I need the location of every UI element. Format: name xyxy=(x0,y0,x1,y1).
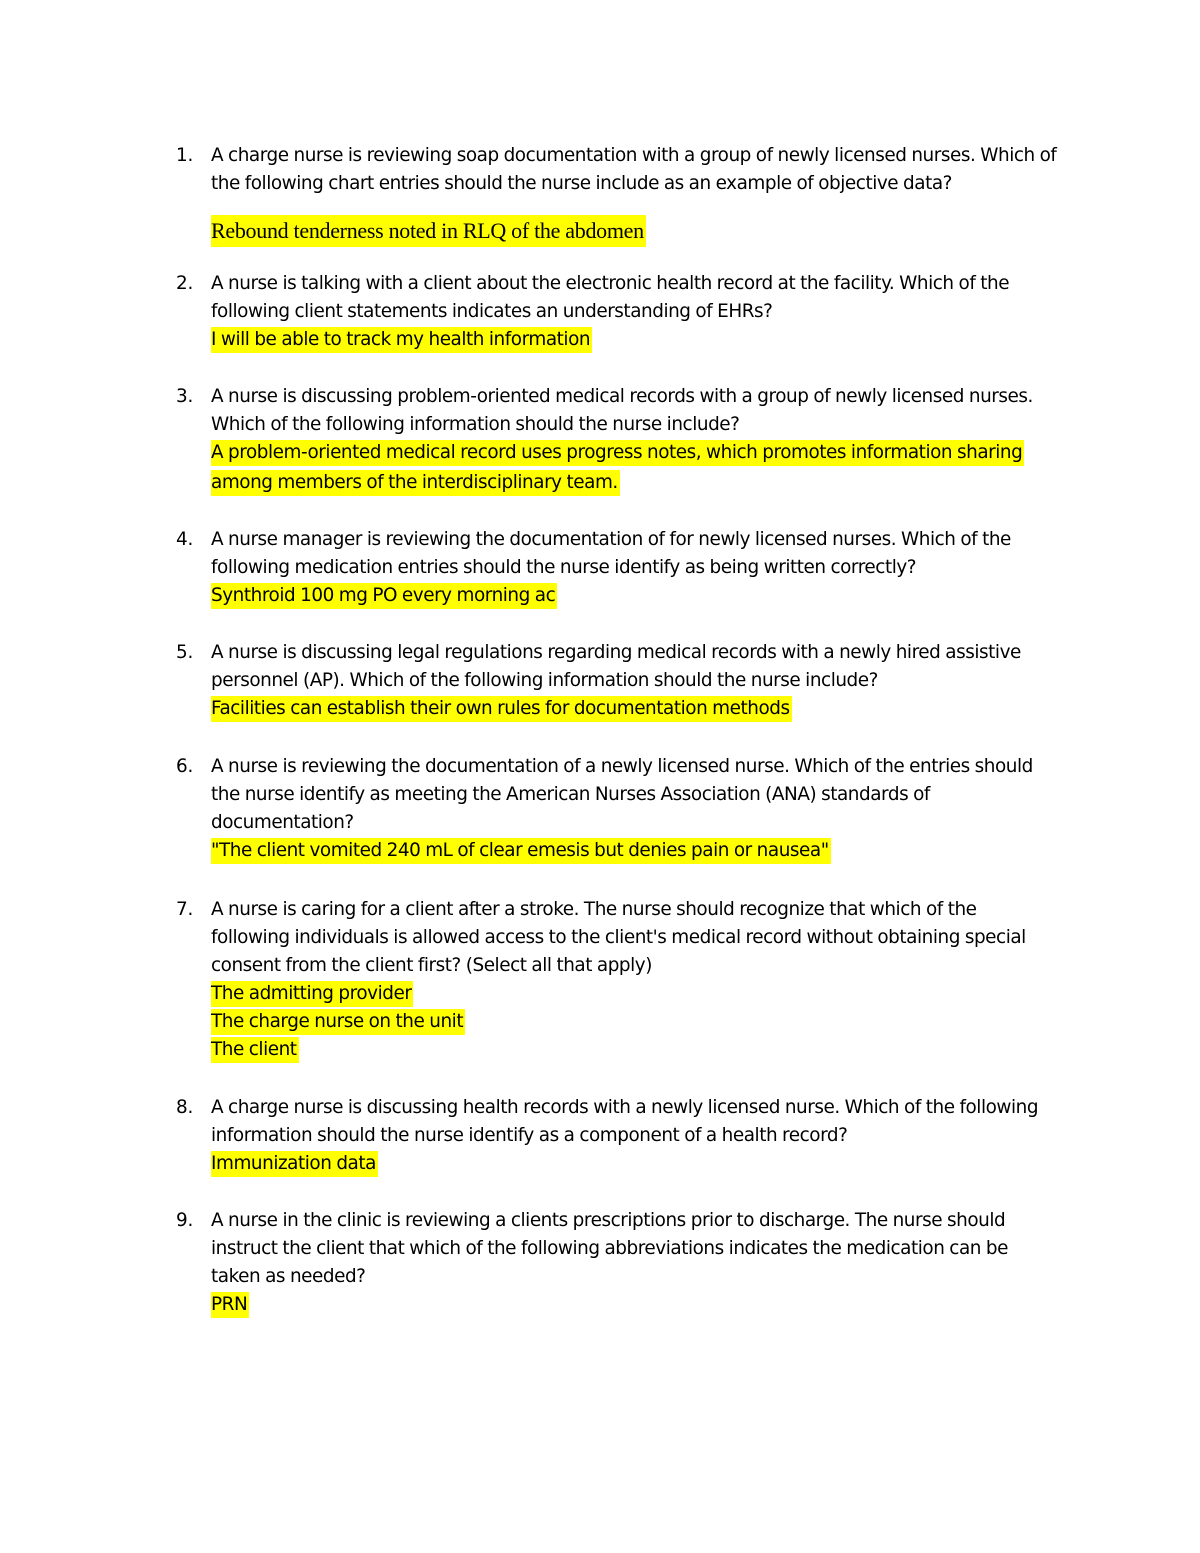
answer-line xyxy=(211,1008,1061,1036)
question-number: 6. xyxy=(176,756,194,777)
answer-line xyxy=(211,326,1061,354)
question-line: A nurse is caring for a client after a stroke. The nurse should recognize that which of the xyxy=(211,899,977,920)
answer-line xyxy=(211,214,1061,248)
question-line: taken as needed? xyxy=(211,1266,366,1287)
answer-line xyxy=(211,1291,1061,1319)
question-number: 7. xyxy=(176,899,194,920)
question-text xyxy=(211,896,1061,1064)
answer-line xyxy=(211,1150,1061,1178)
question-text xyxy=(211,753,1061,865)
question-line: the following chart entries should the nurse include as an example of objective data? xyxy=(211,173,952,194)
answer-line xyxy=(211,695,1061,723)
question-number: 4. xyxy=(176,529,194,550)
answer-highlight: Rebound tenderness noted in RLQ of the abdomen xyxy=(211,215,646,247)
question-line: personnel (AP). Which of the following information should the nurse include? xyxy=(211,670,878,691)
question-line: A nurse is discussing legal regulations regarding medical records with a newly hired assistive xyxy=(211,642,1021,663)
question-text xyxy=(211,639,1061,723)
answer-highlight: The client xyxy=(211,1037,299,1063)
question-line: A nurse manager is reviewing the documentation of for newly licensed nurses. Which of the xyxy=(211,529,1011,550)
answer-line xyxy=(211,1036,1061,1064)
answer-highlight: I will be able to track my health information xyxy=(211,327,592,353)
answer-highlight: Synthroid 100 mg PO every morning ac xyxy=(211,583,557,609)
answer-highlight: Immunization data xyxy=(211,1151,378,1177)
question-line: following individuals is allowed access to the client's medical record without obtaining special xyxy=(211,927,1026,948)
question-number: 1. xyxy=(176,145,194,166)
answer-line xyxy=(211,469,1061,497)
question-number: 8. xyxy=(176,1097,194,1118)
question-number: 3. xyxy=(176,386,194,407)
question-text xyxy=(211,383,1061,497)
question-number: 2. xyxy=(176,273,194,294)
answer-line xyxy=(211,582,1061,610)
answer-highlight: Facilities can establish their own rules for documentation methods xyxy=(211,696,792,722)
question-line: the nurse identify as meeting the American Nurses Association (ANA) standards of xyxy=(211,784,930,805)
question-line: instruct the client that which of the following abbreviations indicates the medication can be xyxy=(211,1238,1008,1259)
answer-highlight: "The client vomited 240 mL of clear emesis but denies pain or nausea" xyxy=(211,838,831,864)
question-line: documentation? xyxy=(211,812,354,833)
question-number: 9. xyxy=(176,1210,194,1231)
question-line: Which of the following information should the nurse include? xyxy=(211,414,740,435)
question-text xyxy=(211,270,1061,354)
question-text xyxy=(211,1207,1061,1319)
question-line: A charge nurse is reviewing soap documentation with a group of newly licensed nurses. Which of xyxy=(211,145,1057,166)
question-number: 5. xyxy=(176,642,194,663)
answer-highlight: The admitting provider xyxy=(211,981,413,1007)
answer-highlight: among members of the interdisciplinary team. xyxy=(211,470,620,496)
answer-line xyxy=(211,980,1061,1008)
answer-line xyxy=(211,837,1061,865)
answer-line xyxy=(211,439,1061,467)
question-line: following medication entries should the nurse identify as being written correctly? xyxy=(211,557,917,578)
question-line: A nurse is discussing problem-oriented medical records with a group of newly licensed nurses. xyxy=(211,386,1033,407)
question-text xyxy=(211,1094,1061,1178)
answer-highlight: The charge nurse on the unit xyxy=(211,1009,465,1035)
question-line: A nurse is talking with a client about the electronic health record at the facility. Which of the xyxy=(211,273,1010,294)
question-line: consent from the client first? (Select all that apply) xyxy=(211,955,652,976)
question-line: A charge nurse is discussing health records with a newly licensed nurse. Which of the following xyxy=(211,1097,1039,1118)
answer-highlight: A problem-oriented medical record uses progress notes, which promotes information sharing xyxy=(211,440,1024,466)
question-text xyxy=(211,142,1061,248)
question-line: information should the nurse identify as a component of a health record? xyxy=(211,1125,848,1146)
answer-highlight: PRN xyxy=(211,1292,249,1318)
question-line: A nurse in the clinic is reviewing a clients prescriptions prior to discharge. The nurse should xyxy=(211,1210,1006,1231)
question-text xyxy=(211,526,1061,610)
question-line: following client statements indicates an understanding of EHRs? xyxy=(211,301,773,322)
question-line: A nurse is reviewing the documentation of a newly licensed nurse. Which of the entries should xyxy=(211,756,1033,777)
